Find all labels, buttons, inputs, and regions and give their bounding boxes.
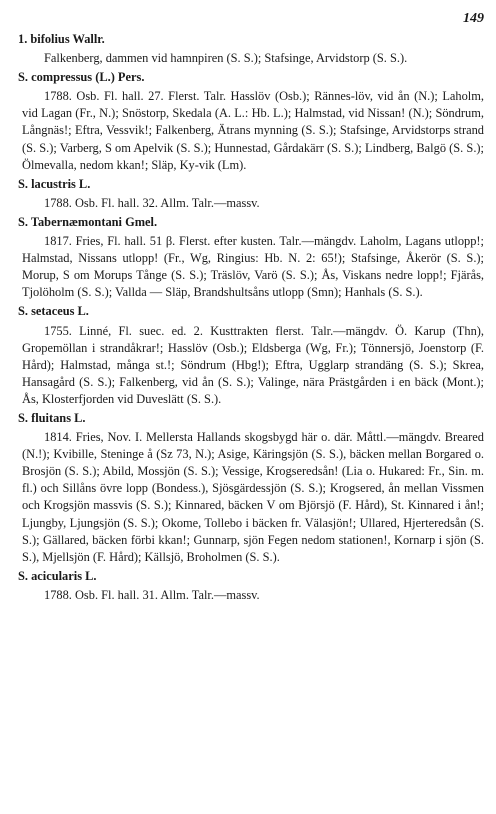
species-heading: 1. bifolius Wallr.	[18, 32, 105, 46]
species-text: 1755. Linné, Fl. suec. ed. 2. Kusttrakten flerst. Talr.—mängdv. Ö. Karup (Thn), Gropemöllan i strandåkrar!; Hasslöv (Osb.); Eldsberga (Wg, Fr.); Tönnersjö, Joenstorp (F. Hård); Halmstad, många st.!; Söndrum (Hbg!); Eftra, Ugglarp strandäng (S. S.); Skrea, Hansagård (S. S.); Falkenberg, vid ån (S. S.); Valinge, nära Prästgården i en bäck (Mont.); Ås, Klosterfjorden vid Duveslätt (S. S.).	[22, 323, 484, 406]
species-text: 1788. Osb. Fl. hall. 31. Allm. Talr.—massv.	[44, 587, 260, 602]
species-text: Falkenberg, dammen vid hamnpiren (S. S.); Stafsinge, Arvidstorp (S. S.).	[44, 51, 408, 66]
species-heading: S. lacustris L.	[18, 176, 91, 191]
page-body	[18, 31, 484, 606]
species-text: 1788. Osb. Fl. hall. 32. Allm. Talr.—massv.	[44, 195, 260, 210]
species-text: 1817. Fries, Fl. hall. 51 β. Flerst. efter kusten. Talr.—mängdv. Laholm, Lagans utlopp!; Halmstad, Nissans utlopp! (Fr., Wg, Ringius: Hb. N. 2: 65!); Stafsinge, Åkerör (S. S.); Morup, S om Morups Tånge (S. S.); Träslöv, Varö (S. S.); Ås, Viskans nedre lopp!; Fjärås, Tjolöholm (S. S.); Vallda — Släp, Brandshultsåns utlopp (Smn); Hanhals (S. S.).	[22, 234, 484, 300]
species-heading: S. setaceus L.	[18, 304, 89, 319]
species-heading: S. compressus (L.) Pers.	[18, 70, 145, 85]
species-heading: S. acicularis L.	[18, 568, 97, 583]
species-heading: S. fluitans L.	[18, 410, 86, 425]
species-text: 1788. Osb. Fl. hall. 27. Flerst. Talr. Hasslöv (Osb.); Rännes-löv, vid ån (N.); Laholm, vid Lagan (Fr., N.); Snöstorp, Skedala (A. L.: Hb. L.); Halmstad, vid Nissan! (N.); Söndrum, Långnäs!; Eftra, Vessvik!; Falkenberg, Ätrans mynning (S. S.); Stafsinge, Arvidstorps strand (S. S.); Varberg, S om Apelvik (S. S.); Hunnestad, Gårdakärr (S. S.); Lindberg, Balgö (S. S.); Ölmevalla, nedom kkan!; Släp, Ky-vik (Lm).	[22, 89, 484, 172]
page-number: 149	[463, 11, 484, 26]
species-text: 1814. Fries, Nov. I. Mellersta Hallands skogsbygd här o. där. Måttl.—mängdv. Breared (N.!); Kvibille, Steninge å (Sz 73, N.); Asige, Käringsjön (S. S.), bäcken mellan Borgared o. Brosjön (S. S.); Abild, Mossjön (S. S.); Vessige, Krogseredsån! (Lia o. Hukared: Fr., Sin. m. fl.) och Sillåns övre lopp (Bondess.), Sjösgärdessjön (S. S.); Krogsered, ån mellan Vissmen och Krogsjön massvis (S. S.); Kinnared, bäcken V om Björsjö (F. Hård), St. Kinnared i ån!; Ljungby, Ljungsjön (S. S.); Okome, Tollebo i bäcken fr. Välasjön!; Ullared, Hjerteredsån (S. S.); Gällared, bäcken förbi kkan!; Gunnarp, sjön Fegen nedom stationen!, Kornarp i sjön (S. S.), Mjellsjön (F. Hård); Källsjö, Broholmen (S. S.).	[22, 430, 484, 564]
species-heading: S. Tabernæmontani Gmel.	[18, 214, 158, 229]
